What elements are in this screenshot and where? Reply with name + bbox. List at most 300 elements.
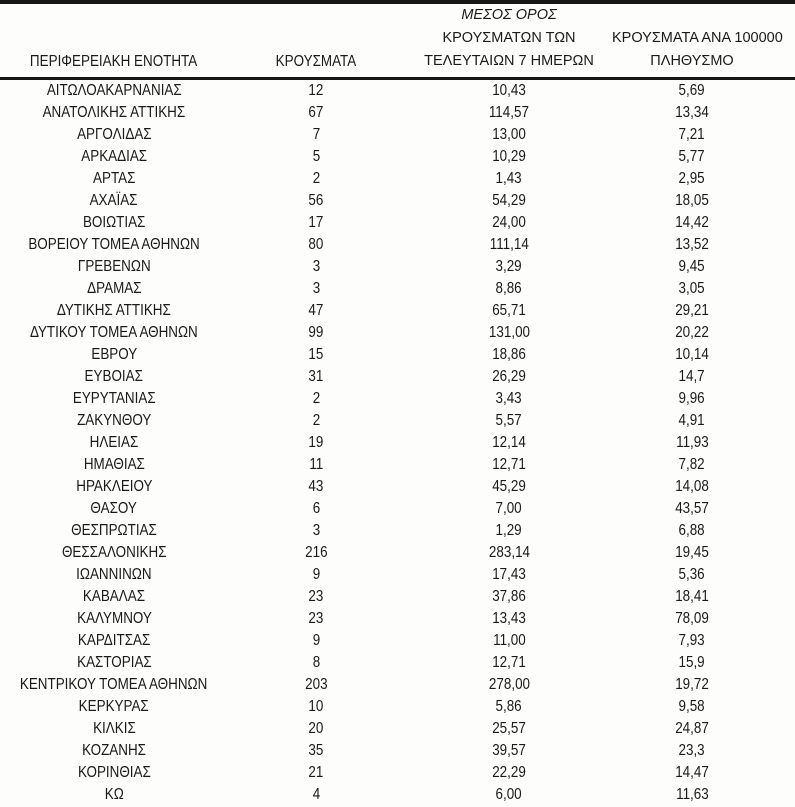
avg7-value: 25,57	[492, 720, 526, 737]
cases-cell	[238, 630, 400, 652]
region-value: ΕΒΡΟΥ	[91, 346, 137, 363]
avg7-value: 6,00	[495, 786, 523, 803]
table-row	[0, 762, 795, 784]
cases-value: 47	[308, 302, 324, 319]
region-value: ΑΡΤΑΣ	[92, 170, 136, 187]
avg7-cell	[400, 256, 612, 278]
region-value: ΑΝΑΤΟΛΙΚΗΣ ΑΤΤΙΚΗΣ	[42, 104, 186, 121]
avg7-cell	[400, 696, 612, 718]
cases-cell	[238, 718, 400, 740]
region-value: ΖΑΚΥΝΘΟΥ	[76, 412, 152, 429]
avg7-value: 3,29	[495, 258, 523, 275]
per100k-cell	[612, 696, 795, 718]
region-cell	[0, 608, 238, 630]
region-cell	[0, 520, 238, 542]
region-value: ΑΡΚΑΔΙΑΣ	[81, 148, 147, 165]
per100k-value: 9,96	[678, 390, 706, 407]
cases-value: 2	[312, 170, 320, 187]
table-row	[0, 476, 795, 498]
avg7-cell	[400, 762, 612, 784]
region-value: ΓΡΕΒΕΝΩΝ	[77, 258, 151, 275]
per100k-cell	[612, 256, 795, 278]
table-header	[0, 2, 795, 79]
region-value: ΚΟΡΙΝΘΙΑΣ	[77, 764, 151, 781]
per100k-cell	[612, 652, 795, 674]
avg7-cell	[400, 564, 612, 586]
avg7-cell	[400, 366, 612, 388]
region-cell	[0, 388, 238, 410]
avg7-cell	[400, 784, 612, 806]
avg7-cell	[400, 454, 612, 476]
avg7-value: 5,86	[495, 698, 523, 715]
region-value: ΚΙΛΚΙΣ	[92, 720, 136, 737]
region-cell	[0, 498, 238, 520]
table-row	[0, 740, 795, 762]
avg7-cell	[400, 498, 612, 520]
cases-cell	[238, 740, 400, 762]
avg7-value: 5,57	[495, 412, 523, 429]
per100k-cell	[612, 564, 795, 586]
per100k-cell	[612, 344, 795, 366]
avg7-value: 18,86	[492, 346, 526, 363]
region-cell	[0, 476, 238, 498]
cases-cell	[238, 454, 400, 476]
cases-value: 10	[308, 698, 324, 715]
per100k-value: 24,87	[675, 720, 709, 737]
per100k-cell	[612, 79, 795, 103]
cases-cell	[238, 696, 400, 718]
region-value: ΒΟΡΕΙΟΥ ΤΟΜΕΑ ΑΘΗΝΩΝ	[28, 236, 200, 253]
table-row	[0, 212, 795, 234]
per100k-cell	[612, 388, 795, 410]
region-cell	[0, 124, 238, 146]
cases-value: 3	[312, 280, 320, 297]
avg7-value: 24,00	[492, 214, 526, 231]
table-row	[0, 102, 795, 124]
table-row	[0, 300, 795, 322]
avg7-cell	[400, 190, 612, 212]
region-cell	[0, 674, 238, 696]
column-header-per100k-line2: ΠΛΗΘΥΣΜΟ	[650, 53, 734, 69]
table-row	[0, 79, 795, 103]
region-cell	[0, 366, 238, 388]
table-row	[0, 454, 795, 476]
cases-cell	[238, 168, 400, 190]
avg7-value: 45,29	[492, 478, 526, 495]
region-cell	[0, 454, 238, 476]
region-value: ΔΡΑΜΑΣ	[86, 280, 142, 297]
cases-value: 9	[312, 566, 320, 583]
cases-value: 31	[308, 368, 324, 385]
column-header-avg7-line2: ΚΡΟΥΣΜΑΤΩΝ ΤΩΝ	[442, 30, 576, 46]
per100k-value: 11,63	[675, 786, 709, 803]
avg7-value: 13,00	[492, 126, 526, 143]
column-header-cases-label: ΚΡΟΥΣΜΑΤΑ	[275, 53, 357, 70]
cases-cell	[238, 300, 400, 322]
cases-value: 7	[312, 126, 320, 143]
region-value: ΚΑΣΤΟΡΙΑΣ	[76, 654, 152, 671]
avg7-cell	[400, 520, 612, 542]
table-row	[0, 322, 795, 344]
region-value: ΔΥΤΙΚΟΥ ΤΟΜΕΑ ΑΘΗΝΩΝ	[30, 324, 198, 341]
region-value: ΘΕΣΠΡΩΤΙΑΣ	[71, 522, 157, 539]
table-row	[0, 586, 795, 608]
region-cell	[0, 652, 238, 674]
per100k-value: 14,42	[675, 214, 709, 231]
region-cell	[0, 146, 238, 168]
avg7-value: 12,71	[492, 654, 526, 671]
region-value: ΘΕΣΣΑΛΟΝΙΚΗΣ	[61, 544, 167, 561]
cases-cell	[238, 608, 400, 630]
cases-value: 35	[308, 742, 324, 759]
region-value: ΚΑΡΔΙΤΣΑΣ	[77, 632, 151, 649]
cases-value: 11	[309, 456, 323, 473]
avg7-cell	[400, 322, 612, 344]
avg7-value: 1,29	[495, 522, 523, 539]
avg7-value: 131,00	[488, 324, 530, 341]
cases-value: 216	[304, 544, 328, 561]
per100k-cell	[612, 410, 795, 432]
table-row	[0, 124, 795, 146]
cases-value: 23	[308, 610, 324, 627]
avg7-cell	[400, 234, 612, 256]
region-cell	[0, 718, 238, 740]
region-value: ΗΡΑΚΛΕΙΟΥ	[75, 478, 153, 495]
region-cell	[0, 300, 238, 322]
region-value: ΕΥΡΥΤΑΝΙΑΣ	[72, 390, 156, 407]
cases-cell	[238, 79, 400, 103]
region-value: ΚΑΛΥΜΝΟΥ	[76, 610, 152, 627]
region-value: ΕΥΒΟΙΑΣ	[84, 368, 144, 385]
cases-cell	[238, 520, 400, 542]
table-row	[0, 234, 795, 256]
cases-cell	[238, 432, 400, 454]
per100k-value: 5,69	[678, 82, 706, 99]
table-row	[0, 520, 795, 542]
avg7-value: 26,29	[492, 368, 526, 385]
region-cell	[0, 322, 238, 344]
avg7-cell	[400, 476, 612, 498]
avg7-cell	[400, 278, 612, 300]
cases-cell	[238, 190, 400, 212]
region-cell	[0, 278, 238, 300]
cases-value: 4	[312, 786, 320, 803]
cases-cell	[238, 542, 400, 564]
region-cell	[0, 190, 238, 212]
cases-value: 43	[308, 478, 324, 495]
avg7-cell	[400, 740, 612, 762]
cases-cell	[238, 146, 400, 168]
cases-cell	[238, 476, 400, 498]
cases-cell	[238, 278, 400, 300]
cases-value: 17	[308, 214, 324, 231]
cases-value: 3	[312, 258, 320, 275]
cases-value: 3	[312, 522, 320, 539]
per100k-value: 78,09	[675, 610, 709, 627]
avg7-value: 283,14	[488, 544, 530, 561]
region-value: ΚΩ	[104, 786, 124, 803]
cases-value: 12	[308, 82, 324, 99]
region-value: ΗΛΕΙΑΣ	[89, 434, 139, 451]
region-cell	[0, 102, 238, 124]
column-header-avg7-line3: ΤΕΛΕΥΤΑΙΩΝ 7 ΗΜΕΡΩΝ	[424, 53, 594, 69]
cases-value: 2	[312, 390, 320, 407]
cases-cell	[238, 344, 400, 366]
cases-cell	[238, 674, 400, 696]
avg7-cell	[400, 124, 612, 146]
per100k-value: 14,08	[675, 478, 709, 495]
region-cell	[0, 410, 238, 432]
cases-value: 6	[312, 500, 320, 517]
avg7-cell	[400, 300, 612, 322]
per100k-value: 7,93	[678, 632, 706, 649]
cases-value: 8	[312, 654, 320, 671]
cases-cell	[238, 366, 400, 388]
avg7-cell	[400, 168, 612, 190]
region-cell	[0, 740, 238, 762]
column-header-cases	[238, 2, 400, 79]
region-cell	[0, 79, 238, 103]
avg7-value: 8,86	[495, 280, 523, 297]
cases-value: 5	[312, 148, 320, 165]
region-value: ΙΩΑΝΝΙΝΩΝ	[76, 566, 152, 583]
cases-cell	[238, 784, 400, 806]
table-row	[0, 696, 795, 718]
table-row	[0, 608, 795, 630]
column-header-avg7	[400, 2, 612, 79]
avg7-value: 10,43	[492, 82, 526, 99]
cases-cell	[238, 652, 400, 674]
region-value: ΔΥΤΙΚΗΣ ΑΤΤΙΚΗΣ	[57, 302, 171, 319]
avg7-value: 10,29	[492, 148, 526, 165]
cases-cell	[238, 234, 400, 256]
region-cell	[0, 344, 238, 366]
per100k-value: 10,14	[675, 346, 709, 363]
per100k-cell	[612, 630, 795, 652]
avg7-value: 17,43	[492, 566, 526, 583]
avg7-cell	[400, 102, 612, 124]
avg7-value: 39,57	[492, 742, 526, 759]
table-row	[0, 388, 795, 410]
cases-value: 56	[308, 192, 324, 209]
region-cell	[0, 696, 238, 718]
per100k-cell	[612, 498, 795, 520]
per100k-cell	[612, 234, 795, 256]
cases-value: 203	[304, 676, 328, 693]
per100k-cell	[612, 432, 795, 454]
per100k-cell	[612, 168, 795, 190]
per100k-value: 14,47	[675, 764, 709, 781]
per100k-cell	[612, 586, 795, 608]
per100k-cell	[612, 146, 795, 168]
region-cell	[0, 256, 238, 278]
per100k-value: 19,45	[675, 544, 709, 561]
region-value: ΑΧΑΪΑΣ	[90, 192, 138, 209]
cases-value: 67	[308, 104, 324, 121]
avg7-cell	[400, 718, 612, 740]
region-cell	[0, 432, 238, 454]
table-row	[0, 344, 795, 366]
cases-value: 23	[308, 588, 324, 605]
region-cell	[0, 762, 238, 784]
per100k-cell	[612, 784, 795, 806]
per100k-value: 4,91	[678, 412, 706, 429]
cases-value: 9	[312, 632, 320, 649]
avg7-value: 37,86	[492, 588, 526, 605]
cases-cell	[238, 322, 400, 344]
per100k-cell	[612, 762, 795, 784]
cases-value: 80	[308, 236, 324, 253]
per100k-cell	[612, 278, 795, 300]
per100k-value: 3,05	[678, 280, 706, 297]
avg7-value: 3,43	[495, 390, 523, 407]
cases-value: 15	[308, 346, 324, 363]
table-row	[0, 190, 795, 212]
per100k-cell	[612, 542, 795, 564]
avg7-cell	[400, 212, 612, 234]
per100k-cell	[612, 718, 795, 740]
avg7-value: 1,43	[495, 170, 523, 187]
avg7-cell	[400, 630, 612, 652]
region-cell	[0, 542, 238, 564]
column-header-region	[0, 2, 238, 79]
region-value: ΚΕΡΚΥΡΑΣ	[78, 698, 150, 715]
avg7-cell	[400, 388, 612, 410]
per100k-value: 5,36	[678, 566, 706, 583]
per100k-value: 7,21	[678, 126, 706, 143]
region-cell	[0, 784, 238, 806]
region-value: ΒΟΙΩΤΙΑΣ	[82, 214, 146, 231]
region-value: ΗΜΑΘΙΑΣ	[83, 456, 145, 473]
column-header-per100k	[612, 2, 795, 79]
cases-value: 99	[308, 324, 324, 341]
cases-cell	[238, 124, 400, 146]
table-row	[0, 146, 795, 168]
avg7-cell	[400, 432, 612, 454]
table-row	[0, 432, 795, 454]
cases-cell	[238, 212, 400, 234]
avg7-value: 12,71	[492, 456, 526, 473]
cases-value: 2	[312, 412, 320, 429]
per100k-value: 15,9	[678, 654, 706, 671]
region-value: ΚΟΖΑΝΗΣ	[82, 742, 146, 759]
avg7-value: 7,00	[495, 500, 523, 517]
table-row	[0, 630, 795, 652]
per100k-value: 29,21	[675, 302, 709, 319]
per100k-value: 5,77	[678, 148, 706, 165]
per100k-cell	[612, 520, 795, 542]
avg7-cell	[400, 674, 612, 696]
per100k-value: 20,22	[675, 324, 709, 341]
cases-cell	[238, 102, 400, 124]
per100k-cell	[612, 740, 795, 762]
avg7-cell	[400, 542, 612, 564]
per100k-cell	[612, 366, 795, 388]
region-cell	[0, 168, 238, 190]
table-row	[0, 718, 795, 740]
cases-cell	[238, 410, 400, 432]
per100k-value: 6,88	[678, 522, 706, 539]
region-cell	[0, 630, 238, 652]
avg7-value: 114,57	[488, 104, 530, 121]
avg7-value: 11,00	[492, 632, 526, 649]
per100k-cell	[612, 190, 795, 212]
region-cell	[0, 212, 238, 234]
table-row	[0, 498, 795, 520]
per100k-value: 43,57	[675, 500, 709, 517]
region-value: ΑΡΓΟΛΙΔΑΣ	[76, 126, 152, 143]
per100k-value: 9,58	[678, 698, 706, 715]
region-value: ΚΕΝΤΡΙΚΟΥ ΤΟΜΕΑ ΑΘΗΝΩΝ	[20, 676, 208, 693]
avg7-cell	[400, 410, 612, 432]
avg7-value: 22,29	[492, 764, 526, 781]
cases-value: 21	[308, 764, 324, 781]
cases-cell	[238, 586, 400, 608]
table-row	[0, 674, 795, 696]
region-value: ΑΙΤΩΛΟΑΚΑΡΝΑΝΙΑΣ	[46, 82, 182, 99]
per100k-value: 23,3	[678, 742, 706, 759]
cases-cell	[238, 564, 400, 586]
per100k-value: 18,41	[675, 588, 709, 605]
table-row	[0, 652, 795, 674]
per100k-value: 13,34	[675, 104, 709, 121]
per100k-cell	[612, 300, 795, 322]
avg7-value: 54,29	[492, 192, 526, 209]
cases-cell	[238, 498, 400, 520]
avg7-value: 278,00	[488, 676, 530, 693]
per100k-cell	[612, 102, 795, 124]
table-row	[0, 784, 795, 806]
region-cell	[0, 234, 238, 256]
per100k-value: 7,82	[678, 456, 706, 473]
avg7-cell	[400, 608, 612, 630]
column-header-per100k-line1: ΚΡΟΥΣΜΑΤΑ ΑΝΑ 100000	[612, 30, 783, 46]
per100k-value: 11,93	[675, 434, 709, 451]
cases-value: 19	[308, 434, 324, 451]
table-row	[0, 542, 795, 564]
avg7-cell	[400, 652, 612, 674]
avg7-value: 13,43	[492, 610, 526, 627]
column-header-avg7-line1: ΜΕΣΟΣ ΟΡΟΣ	[461, 7, 557, 23]
table-row	[0, 564, 795, 586]
region-value: ΘΑΣΟΥ	[90, 500, 138, 517]
per100k-cell	[612, 674, 795, 696]
cases-cell	[238, 388, 400, 410]
table-row	[0, 168, 795, 190]
per100k-cell	[612, 608, 795, 630]
cases-value: 20	[308, 720, 324, 737]
avg7-cell	[400, 344, 612, 366]
per100k-cell	[612, 454, 795, 476]
region-cell	[0, 564, 238, 586]
cases-cell	[238, 762, 400, 784]
per100k-cell	[612, 212, 795, 234]
per100k-value: 13,52	[675, 236, 709, 253]
per100k-value: 2,95	[678, 170, 706, 187]
per100k-value: 14,7	[678, 368, 706, 385]
table-row	[0, 410, 795, 432]
per100k-cell	[612, 322, 795, 344]
avg7-value: 111,14	[489, 236, 529, 253]
table-row	[0, 278, 795, 300]
header-row	[0, 2, 795, 79]
avg7-value: 12,14	[492, 434, 526, 451]
table-row	[0, 256, 795, 278]
table-row	[0, 366, 795, 388]
per100k-value: 19,72	[675, 676, 709, 693]
avg7-cell	[400, 146, 612, 168]
per100k-cell	[612, 476, 795, 498]
